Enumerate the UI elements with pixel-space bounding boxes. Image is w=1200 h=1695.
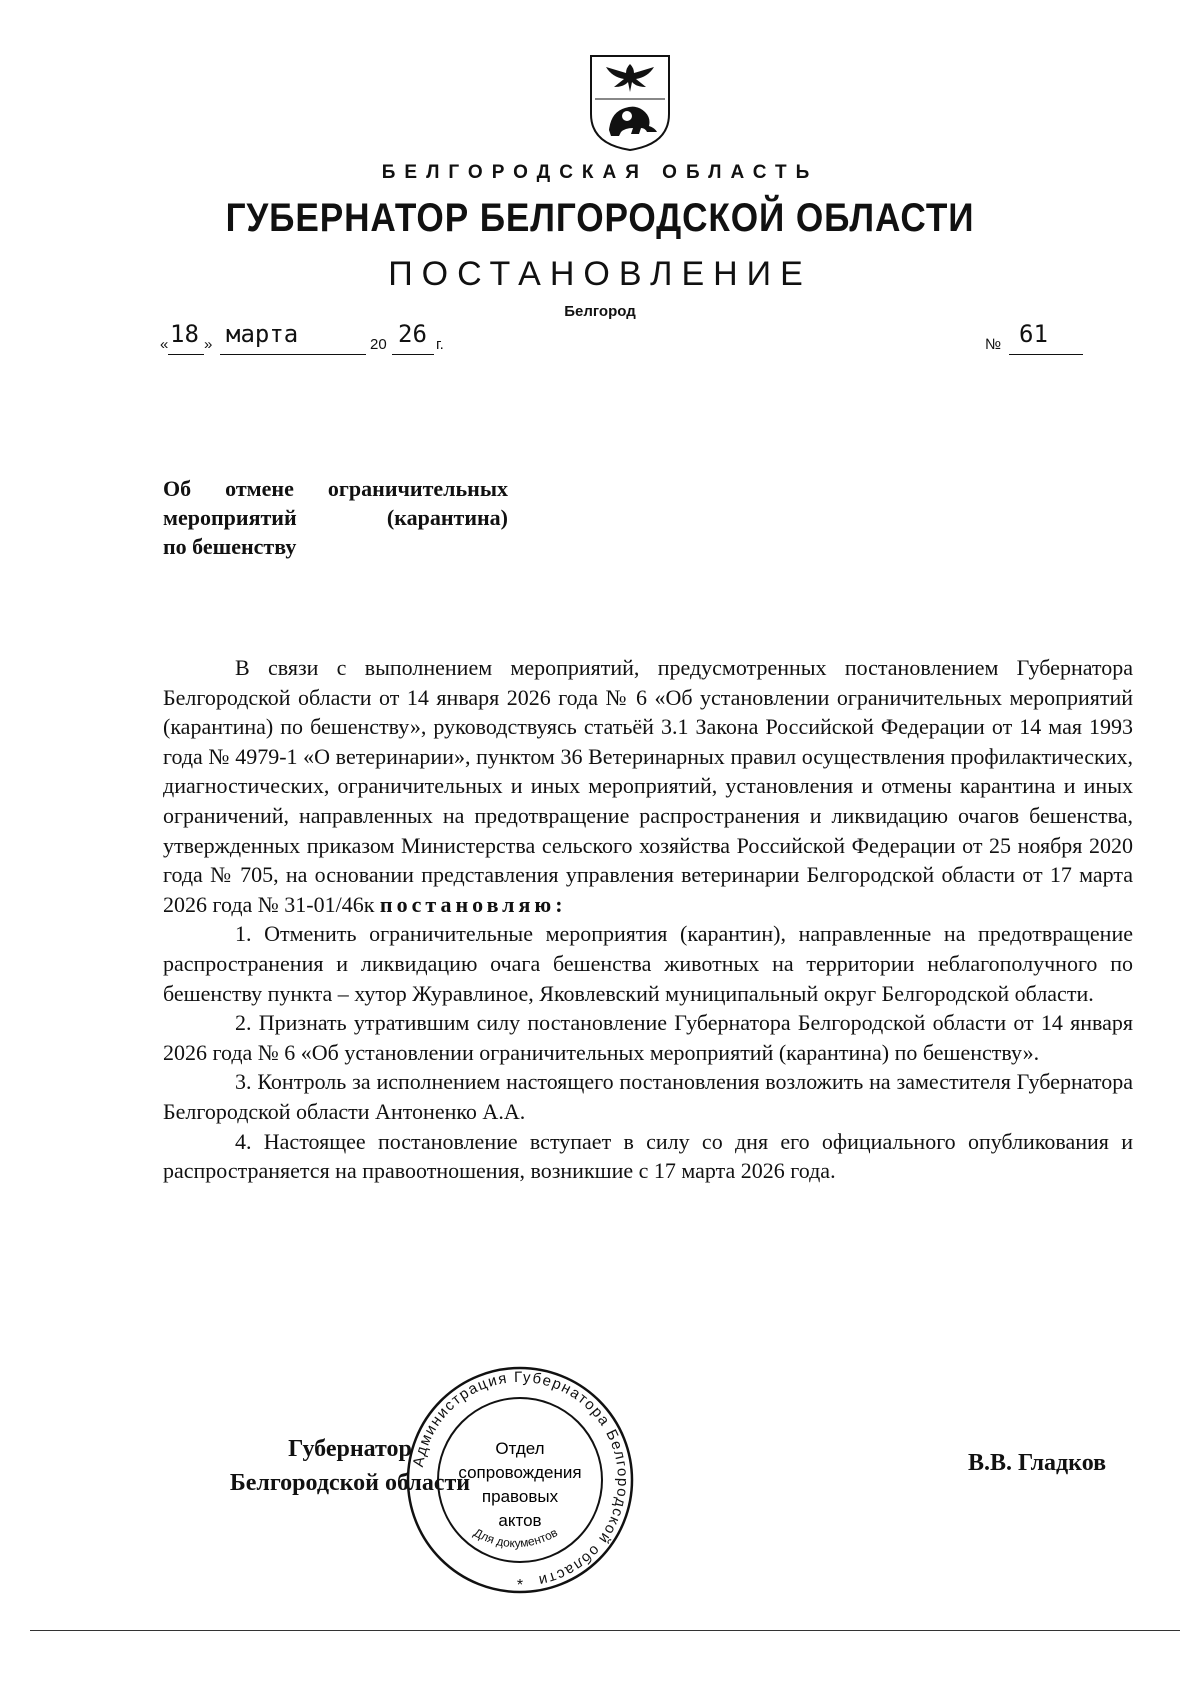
stamp-center-line: правовых: [481, 1487, 559, 1506]
body-item: 1. Отменить ограничительные мероприятия (карантин), направленные на предотвращение распространения и ликвидацию очага бешенства животных на территории неблагополучного по бешенству пункта – хутор Журавлиное, Яковлевский муниципальный округ Белгородской области.: [163, 921, 1133, 1006]
subject-line: Об отмене ограничительных: [163, 476, 508, 501]
stamp-center-line: сопровождения: [458, 1463, 582, 1482]
date-year-underline: [392, 328, 434, 355]
date-day: 18: [170, 320, 199, 348]
body-item: 3. Контроль за исполнением настоящего постановления возложить на заместителя Губернатора Белгородской области Антоненко А.А.: [163, 1069, 1133, 1124]
stamp-ring-text: Администрация Губернатора Белгородской области: [409, 1368, 632, 1590]
document-number: [985, 320, 1105, 358]
number-value: 61: [1019, 320, 1048, 348]
date-month-underline: [220, 328, 366, 355]
number-label: №: [985, 336, 1002, 353]
preamble-paragraph: [163, 653, 1133, 919]
date-suffix: г.: [436, 336, 444, 353]
number-underline: [1009, 328, 1083, 355]
stamp-center-line: актов: [498, 1511, 542, 1530]
stamp-center-line: Отдел: [495, 1439, 545, 1458]
date-month: марта: [226, 320, 299, 348]
page-bottom-rule: [30, 1630, 1180, 1631]
position-line: Белгородской области: [229, 1470, 471, 1496]
date-day-underline: [168, 328, 204, 355]
region-name: БЕЛГОРОДСКАЯ ОБЛАСТЬ: [381, 162, 819, 183]
signatory-name: В.В. Гладков: [968, 1450, 1107, 1476]
document-subject: [163, 474, 508, 561]
stamp-star: *: [516, 1577, 524, 1594]
date-year: 26: [398, 320, 427, 348]
date-close-quote: »: [204, 336, 213, 353]
city-name: Белгород: [564, 303, 636, 320]
date-century: 20: [370, 336, 387, 353]
date-open-quote: «: [160, 336, 169, 353]
stamp-bottom-text: Для документов: [471, 1525, 560, 1551]
preamble-text: В связи с выполнением мероприятий, предусмотренных постановлением Губернатора Белгородской области от 14 января 2026 года № 6 «Об установлении ограничительных мероприятий (карантина) по бешенству», руководствуясь статьёй 3.1 Закона Российской Федерации от 14 мая 1993 года № 4979-1 «О ветеринарии», пунктом 36 Ветеринарных правил осуществления профилактических, диагностических, ограничительных и иных мероприятий, установления и отмены карантина и иных ограничений, направленных на предотвращение распространения и ликвидацию очагов бешенства, утвержденных приказом Министерства сельского хозяйства Российской Федерации от 25 ноября 2020 года № 705, на основании представления управления ветеринарии Белгородской области от 17 марта 2026 года № 31-01/46к: [163, 655, 1133, 917]
coat-of-arms-icon: [585, 52, 675, 152]
decree-word: постановляю:: [379, 891, 567, 917]
document-body: [163, 653, 1133, 1186]
body-item: 2. Признать утратившим силу постановление Губернатора Белгородской области от 14 января 2026 года № 6 «Об установлении ограничительных мероприятий (карантина) по бешенству».: [163, 1010, 1133, 1065]
official-stamp: [400, 1360, 640, 1600]
position-line: Губернатор: [288, 1436, 412, 1462]
document-type: ПОСТАНОВЛЕНИЕ: [388, 255, 812, 293]
subject-line: по бешенству: [163, 534, 297, 559]
document-date: [160, 320, 510, 358]
subject-line: мероприятий (карантина): [163, 505, 508, 530]
authority-title: ГУБЕРНАТОР БЕЛГОРОДСКОЙ ОБЛАСТИ: [225, 196, 975, 240]
body-item: 4. Настоящее постановление вступает в силу со дня его официального опубликования и распространяется на правоотношения, возникшие с 17 марта 2026 года.: [163, 1128, 1133, 1184]
